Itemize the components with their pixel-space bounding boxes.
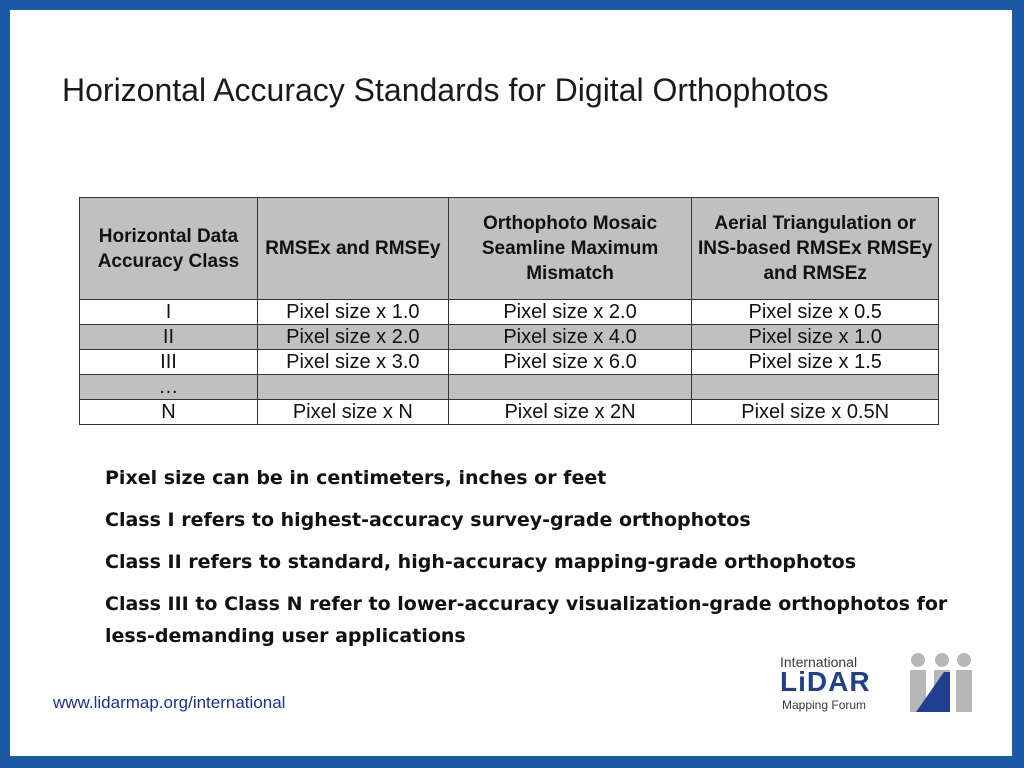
note-class-i: Class I refers to highest-accuracy survey-grade orthophotos	[105, 509, 751, 531]
table-row	[80, 400, 939, 425]
people-figures-icon	[906, 652, 978, 714]
notes-list	[105, 462, 955, 662]
table-cell	[257, 375, 448, 400]
logo-lidar: LiDAR	[780, 666, 871, 697]
table-cell: I	[80, 300, 258, 325]
table-cell: Pixel size x 1.0	[692, 325, 939, 350]
table-cell: Pixel size x N	[257, 400, 448, 425]
table-cell: Pixel size x 2.0	[448, 300, 692, 325]
slide	[10, 10, 1012, 756]
note-class-ii: Class II refers to standard, high-accuracy mapping-grade orthophotos	[105, 551, 857, 573]
table-cell: Pixel size x 2N	[448, 400, 692, 425]
table-cell: Pixel size x 1.5	[692, 350, 939, 375]
footer-link[interactable]: www.lidarmap.org/international	[53, 693, 286, 712]
table-header-row	[80, 198, 939, 300]
note-class-iii-to-n: Class III to Class N refer to lower-accuracy visualization-grade orthophotos for less-demanding user applications	[105, 593, 948, 647]
slide-title: Horizontal Accuracy Standards for Digital Orthophotos	[62, 72, 829, 108]
header-rmse-xy: RMSEx and RMSEy	[257, 198, 448, 300]
table-cell: Pixel size x 0.5	[692, 300, 939, 325]
table-row	[80, 375, 939, 400]
table-cell: Pixel size x 3.0	[257, 350, 448, 375]
table-cell	[448, 375, 692, 400]
table-cell: Pixel size x 1.0	[257, 300, 448, 325]
table-row	[80, 300, 939, 325]
logo-international: International	[780, 654, 858, 670]
table-cell: Pixel size x 2.0	[257, 325, 448, 350]
table-cell: Pixel size x 6.0	[448, 350, 692, 375]
header-seamline-mismatch: Orthophoto Mosaic Seamline Maximum Mismatch	[448, 198, 692, 300]
table-cell: III	[80, 350, 258, 375]
table-cell	[692, 375, 939, 400]
table-cell: N	[80, 400, 258, 425]
header-aerial-triangulation: Aerial Triangulation or INS-based RMSEx RMSEy and RMSEz	[692, 198, 939, 300]
table-cell: Pixel size x 0.5N	[692, 400, 939, 425]
note-pixel-size: Pixel size can be in centimeters, inches or feet	[105, 467, 607, 489]
header-accuracy-class: Horizontal Data Accuracy Class	[80, 198, 258, 300]
accuracy-table	[79, 197, 939, 425]
table-row	[80, 350, 939, 375]
table-cell: …	[80, 375, 258, 400]
table-cell: II	[80, 325, 258, 350]
logo-mapping-forum: Mapping Forum	[782, 698, 867, 712]
ilmf-logo	[780, 652, 980, 717]
table-row	[80, 325, 939, 350]
table-cell: Pixel size x 4.0	[448, 325, 692, 350]
